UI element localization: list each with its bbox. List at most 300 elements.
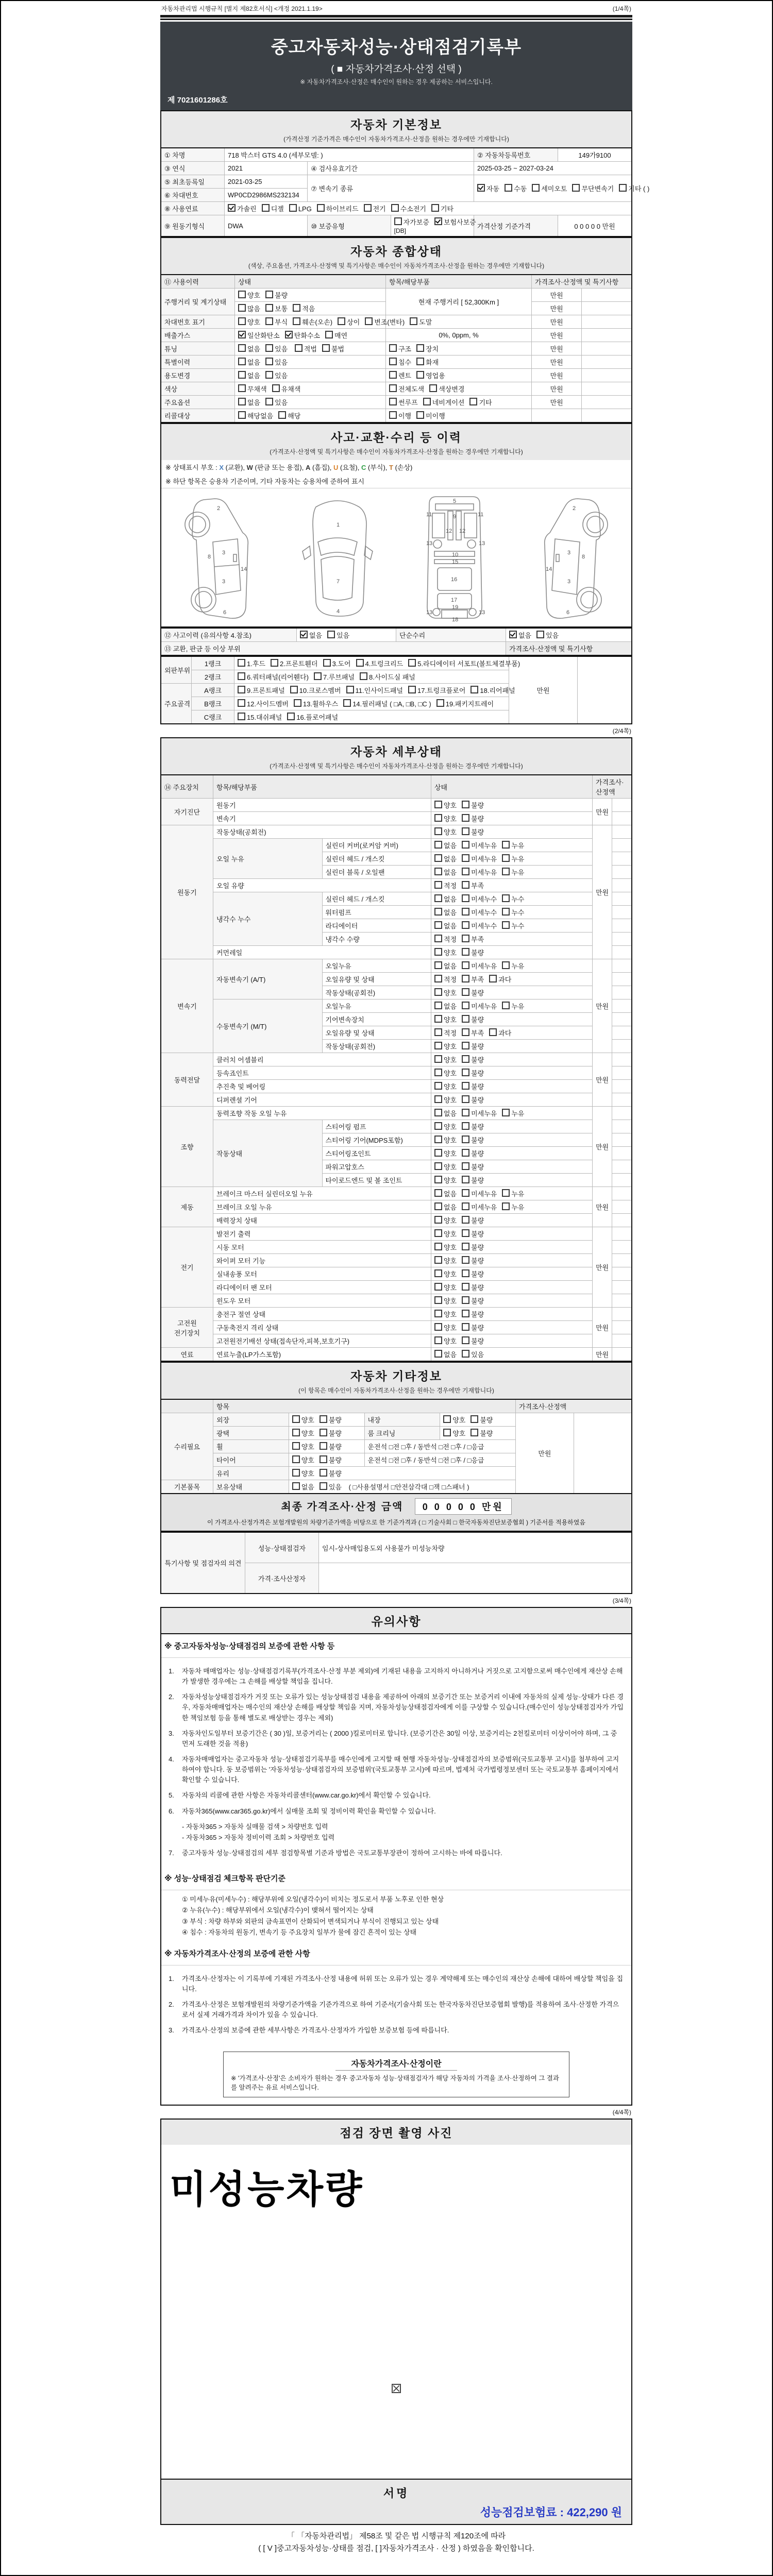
accident-title: 사고·교환·수리 등 이력	[330, 431, 462, 444]
checkbox-상이[interactable]	[338, 317, 345, 325]
checkbox-누유[interactable]	[502, 1189, 510, 1197]
checkbox-label: 불량	[471, 1070, 484, 1077]
checkbox-label: 양호	[301, 1430, 314, 1437]
notice-item	[169, 2025, 624, 2036]
svg-text:17: 17	[451, 597, 458, 603]
checkbox-없음[interactable]	[238, 398, 246, 405]
state-options	[434, 1056, 489, 1064]
checkbox-양호[interactable]	[434, 1323, 442, 1331]
checkbox-적음[interactable]	[293, 304, 300, 312]
checkbox-label: 양호	[444, 1297, 457, 1305]
state-options	[292, 1456, 347, 1464]
notice-number: 2.	[169, 2001, 174, 2009]
checkbox-기타[interactable]	[431, 204, 439, 212]
engine-type-value: DWA	[225, 215, 308, 237]
notice-text: 자동차인도일부터 보증기간은 ( 30 )일, 보증거리는 ( 2000 )킬로미터로 합니다. (보증기간은 30일 이상, 보증거리는 2천킬로미터 이상이어야 하며, 그 중 먼저 도래한 것을 적용)	[182, 1729, 617, 1748]
table-row	[161, 175, 632, 189]
checkbox-불량[interactable]	[462, 1149, 469, 1157]
notice-item	[169, 1666, 624, 1687]
checkbox-있음[interactable]	[462, 1350, 469, 1358]
checkbox-누유[interactable]	[502, 868, 510, 875]
checkbox-양호[interactable]	[434, 1256, 442, 1264]
checkbox-불량[interactable]	[462, 1310, 469, 1317]
subgroup-label: 수동변속기 (M/T)	[213, 999, 323, 1053]
checkbox-8.사이드실 패널[interactable]	[360, 672, 367, 680]
state-cell	[431, 1334, 593, 1348]
checkbox-불량[interactable]	[470, 1429, 478, 1436]
checkbox-부족[interactable]	[462, 881, 469, 889]
checkbox-양호[interactable]	[434, 1162, 442, 1170]
checkbox-불량[interactable]	[462, 1256, 469, 1264]
device-price-cell: 만원	[593, 1348, 612, 1362]
checkbox-불량[interactable]	[462, 1082, 469, 1090]
table-row	[161, 148, 632, 162]
rank-note-cell	[578, 656, 632, 724]
state-cell	[235, 409, 386, 423]
checkbox-자동[interactable]	[477, 184, 485, 192]
checkbox-14.필러패널 ( □A, □B, □C )[interactable]	[343, 699, 351, 707]
checkbox-label: 매연	[334, 332, 348, 340]
checkbox-누수[interactable]	[502, 908, 510, 916]
checkbox-양호[interactable]	[292, 1415, 300, 1423]
checkbox-9.프론트패널[interactable]	[238, 686, 245, 693]
item-label: 연료누출(LP가스포함)	[213, 1348, 431, 1362]
checkbox-없음[interactable]	[434, 868, 442, 875]
checkbox-1.후드[interactable]	[238, 659, 245, 667]
checkbox-불량[interactable]	[462, 1136, 469, 1143]
table-row	[161, 1348, 632, 1362]
checkbox-label: 영업용	[426, 372, 445, 380]
checkbox-미세누유[interactable]	[462, 1189, 469, 1197]
table-row	[161, 329, 632, 342]
checkbox-없음[interactable]	[434, 1109, 442, 1116]
checkbox-불량[interactable]	[462, 801, 469, 808]
checkbox-과다[interactable]	[489, 975, 497, 982]
checkbox-없음[interactable]	[300, 631, 308, 638]
basic-items-cell	[289, 1480, 515, 1494]
notices-list-2	[161, 1890, 631, 1942]
checkbox-기타[interactable]	[469, 398, 477, 405]
checkbox-불량[interactable]	[462, 1336, 469, 1344]
checkbox-부족[interactable]	[462, 1028, 469, 1036]
checkbox-없음[interactable]	[434, 1350, 442, 1358]
checkbox-불량[interactable]	[462, 1229, 469, 1237]
checkbox-없음[interactable]	[292, 1482, 300, 1490]
checkbox-16.플로어패널[interactable]	[287, 713, 295, 720]
overall-col-state: 상태	[235, 275, 386, 289]
checkbox-불량[interactable]	[462, 1055, 469, 1063]
checkbox-렌트[interactable]	[389, 371, 397, 379]
checkbox-2.프론트휀더[interactable]	[271, 659, 278, 667]
checkbox-보통[interactable]	[265, 304, 273, 312]
row-note-cell	[612, 933, 632, 946]
state-cell	[431, 1227, 593, 1241]
checkbox-양호[interactable]	[434, 1336, 442, 1344]
checkbox-양호[interactable]	[292, 1469, 300, 1477]
checkbox-양호[interactable]	[434, 1176, 442, 1183]
checkbox-썬루프[interactable]	[389, 398, 397, 405]
checkbox-미세누수[interactable]	[462, 921, 469, 929]
checkbox-있음[interactable]	[265, 358, 273, 365]
checkbox-불량[interactable]	[462, 1216, 469, 1224]
checkbox-불량[interactable]	[470, 1415, 478, 1423]
item-label: 휠	[213, 1440, 289, 1453]
checkbox-누유[interactable]	[502, 1202, 510, 1210]
overall-title: 자동차 종합상태	[350, 245, 442, 258]
notices-heading-1: ※ 중고자동차성능·상태점검의 보증에 관한 사항 등	[161, 1634, 631, 1658]
checkbox-불량[interactable]	[462, 1176, 469, 1183]
row-note-cell	[612, 1120, 632, 1133]
checkbox-label: 불량	[471, 1043, 484, 1050]
checkbox-부식[interactable]	[265, 317, 273, 325]
state-cell	[431, 1107, 593, 1120]
checkbox-가솔린[interactable]	[228, 204, 236, 212]
checkbox-label: 도말	[419, 318, 432, 326]
checkbox-불량[interactable]	[320, 1429, 327, 1436]
state-options-2	[295, 345, 349, 353]
checkbox-불량[interactable]	[462, 827, 469, 835]
checkbox-없음[interactable]	[434, 1202, 442, 1210]
checkbox-LPG[interactable]	[289, 204, 297, 212]
checkbox-적정[interactable]	[434, 881, 442, 889]
warranty-extra: [DB]	[394, 227, 406, 234]
checkbox-양호[interactable]	[443, 1429, 451, 1436]
checkbox-불량[interactable]	[462, 1296, 469, 1304]
checkbox-불량[interactable]	[320, 1455, 327, 1463]
checkbox-무단변속기[interactable]	[572, 184, 580, 192]
checkbox-label: 누유	[511, 855, 525, 863]
item-label: 실내송풍 모터	[213, 1267, 431, 1281]
checkbox-label: 양호	[301, 1443, 314, 1451]
checkbox-수소전기[interactable]	[391, 204, 399, 212]
checkbox-미세누유[interactable]	[462, 841, 469, 849]
checkbox-양호[interactable]	[238, 291, 246, 298]
checkbox-불량[interactable]	[462, 1042, 469, 1049]
checkbox-label: 불량	[471, 1324, 484, 1332]
checkbox-불량[interactable]	[462, 1162, 469, 1170]
checkbox-누유[interactable]	[502, 841, 510, 849]
part-cell: 0%, 0ppm, %	[386, 329, 532, 342]
item-label: 실린더 커버(로커암 커버)	[322, 839, 431, 852]
svg-text:4: 4	[337, 608, 340, 615]
checkbox-없음[interactable]	[434, 1189, 442, 1197]
checkbox-양호[interactable]	[434, 1243, 442, 1250]
checkbox-부족[interactable]	[462, 975, 469, 982]
checkbox-불량[interactable]	[320, 1469, 327, 1477]
checkbox-있음[interactable]	[320, 1482, 327, 1490]
checkbox-적정[interactable]	[434, 975, 442, 982]
opinion-who-label: 성능·상태점검자	[245, 1532, 319, 1563]
checkbox-색상변경[interactable]	[429, 384, 437, 392]
checkbox-미세누유[interactable]	[462, 1202, 469, 1210]
checkbox-네비게이션[interactable]	[423, 398, 431, 405]
checkbox-누유[interactable]	[502, 961, 510, 969]
checkbox-양호[interactable]	[434, 1136, 442, 1143]
final-price-amount: 0 0 0 0 0 만원	[415, 1498, 512, 1515]
checkbox-미세누유[interactable]	[462, 868, 469, 875]
checkbox-무채색[interactable]	[238, 384, 246, 392]
notices-heading-3: ※ 자동차가격조사·산정의 보증에 관한 사항	[161, 1942, 631, 1965]
row-note-cell	[612, 906, 632, 919]
checkbox-양호[interactable]	[434, 1095, 442, 1103]
checkbox-이행[interactable]	[389, 411, 397, 419]
checkbox-양호[interactable]	[434, 948, 442, 956]
checkbox-19.패키지트레이[interactable]	[436, 699, 444, 707]
checkbox-양호[interactable]	[238, 317, 246, 325]
checkbox-label: 누유	[511, 1003, 525, 1010]
table-row	[161, 202, 632, 215]
checkbox-없음[interactable]	[434, 1002, 442, 1009]
notice-number: 3.	[169, 1729, 174, 1737]
checkbox-부족[interactable]	[462, 935, 469, 942]
checkbox-없음[interactable]	[434, 854, 442, 862]
checkbox-없음[interactable]	[434, 841, 442, 849]
checkbox-양호[interactable]	[292, 1429, 300, 1436]
checkbox-장치[interactable]	[416, 344, 424, 352]
checkbox-변조(변타)[interactable]	[365, 317, 373, 325]
item-label: 보유상태	[213, 1480, 289, 1494]
checkbox-없음[interactable]	[238, 371, 246, 379]
state-cell	[431, 1053, 593, 1066]
checkbox-누수[interactable]	[502, 921, 510, 929]
checkbox-누유[interactable]	[502, 1002, 510, 1009]
checkbox-10.크로스멤버[interactable]	[290, 686, 298, 693]
rank-label: A랭크	[192, 684, 234, 697]
checkbox-매연[interactable]	[325, 331, 333, 338]
checkbox-있음[interactable]	[327, 631, 335, 638]
notice-text: 자동차 매매업자는 성능·상태점검기록부(가격조사·산정 부분 제외)에 기재된 내용을 고지하지 아니하거나 거짓으로 고지함으로써 매수인에게 재산상 손해가 발생한 경우에는 그 손해를 배상할 책임을 집니다.	[182, 1667, 623, 1686]
checkbox-양호[interactable]	[434, 814, 442, 822]
checkbox-양호[interactable]	[443, 1415, 451, 1423]
checkbox-양호[interactable]	[434, 1055, 442, 1063]
checkbox-전기[interactable]	[364, 204, 372, 212]
checkbox-양호[interactable]	[434, 1269, 442, 1277]
checkbox-없음[interactable]	[434, 961, 442, 969]
svg-text:3: 3	[567, 550, 571, 556]
table-row	[161, 825, 632, 839]
checkbox-기타 ( )[interactable]	[619, 184, 627, 192]
checkbox-양호[interactable]	[434, 1149, 442, 1157]
checkbox-해당없음[interactable]	[238, 411, 246, 419]
checkbox-유채색[interactable]	[272, 384, 280, 392]
checkbox-양호[interactable]	[434, 1042, 442, 1049]
accident-history-table	[160, 628, 632, 724]
checkbox-양호[interactable]	[434, 1216, 442, 1224]
svg-text:13: 13	[426, 540, 433, 547]
item-label: 윈도우 모터	[213, 1294, 431, 1308]
checkbox-불량[interactable]	[462, 814, 469, 822]
state-options	[292, 1430, 347, 1437]
checkbox-18.리어패널[interactable]	[470, 686, 478, 693]
table-row	[161, 839, 632, 852]
table-row	[161, 879, 632, 892]
checkbox-적정[interactable]	[434, 935, 442, 942]
detail-col-item: 항목/해당부품	[213, 775, 431, 799]
checkbox-불량[interactable]	[462, 1323, 469, 1331]
checkbox-미이행[interactable]	[416, 411, 424, 419]
checkbox-수동[interactable]	[505, 184, 512, 192]
checkbox-label: 불량	[471, 1150, 484, 1158]
checkbox-17.트렁크플로어[interactable]	[408, 686, 416, 693]
basic-info-table	[160, 147, 650, 237]
checkbox-label: 미세누유	[471, 1204, 497, 1211]
checkbox-불량[interactable]	[462, 1283, 469, 1291]
checkbox-label: 과다	[498, 976, 512, 984]
checkbox-해당[interactable]	[278, 411, 286, 419]
checkbox-label: 양호	[444, 1337, 457, 1345]
checkbox-미세누유[interactable]	[462, 854, 469, 862]
row-note-cell	[612, 1281, 632, 1294]
overall-col-usage: ⑪ 사용이력	[161, 275, 235, 289]
checkbox-보험사보증[interactable]	[434, 217, 442, 225]
checkbox-미세누수[interactable]	[462, 894, 469, 902]
checkbox-없음[interactable]	[238, 344, 246, 352]
final-price-band	[160, 1494, 632, 1532]
svg-text:12: 12	[459, 528, 466, 534]
checkbox-없음[interactable]	[238, 358, 246, 365]
detail-band	[160, 737, 632, 774]
checkbox-누수[interactable]	[502, 894, 510, 902]
checkbox-전체도색[interactable]	[389, 384, 397, 392]
checkbox-13.휠하우스[interactable]	[294, 699, 301, 707]
table-row	[161, 1267, 632, 1281]
state-cell	[289, 1440, 364, 1453]
checkbox-화재[interactable]	[416, 358, 424, 365]
first-reg-label: ⑤ 최초등록일	[161, 175, 225, 189]
checkbox-하이브리드[interactable]	[317, 204, 325, 212]
checkbox-양호[interactable]	[434, 1015, 442, 1023]
checkbox-label: 적정	[444, 936, 457, 943]
svg-text:8: 8	[208, 554, 211, 560]
checkbox-있음[interactable]	[265, 398, 273, 405]
checkbox-불량[interactable]	[462, 1095, 469, 1103]
checkbox-세미오토[interactable]	[532, 184, 540, 192]
checkbox-과다[interactable]	[489, 1028, 497, 1036]
checkbox-양호[interactable]	[434, 827, 442, 835]
checkbox-불량[interactable]	[462, 1069, 469, 1076]
checkbox-label: 불량	[471, 1016, 484, 1024]
row-note-cell	[612, 1241, 632, 1254]
checkbox-5.라디에이터 서포트(볼트체결부품)[interactable]	[408, 659, 416, 667]
checkbox-침수[interactable]	[389, 358, 397, 365]
notices-heading-2: ※ 성능·상태점검 체크항목 판단기준	[161, 1867, 631, 1890]
checkbox-7.루브패널[interactable]	[314, 672, 322, 680]
checkbox-불량[interactable]	[320, 1442, 327, 1450]
checkbox-탄화수소[interactable]	[285, 331, 293, 338]
checkbox-불량[interactable]	[462, 1015, 469, 1023]
checkbox-양호[interactable]	[434, 1310, 442, 1317]
checkbox-적정[interactable]	[434, 1028, 442, 1036]
checkbox-label: 적법	[304, 345, 317, 353]
checkbox-없음[interactable]	[434, 908, 442, 916]
checkbox-미세누유[interactable]	[462, 1109, 469, 1116]
subgroup-label: 자동변속기 (A/T)	[213, 959, 323, 999]
checkbox-label: 양호	[444, 815, 457, 823]
checkbox-label: 부족	[471, 976, 484, 984]
document-number: 제 7021601286호	[167, 96, 228, 105]
checkbox-label: 해당	[288, 412, 301, 420]
checkbox-label: 없음	[444, 922, 457, 930]
checkbox-양호[interactable]	[434, 1296, 442, 1304]
checkbox-양호[interactable]	[434, 1283, 442, 1291]
checkbox-11.인사이드패널[interactable]	[346, 686, 354, 693]
checkbox-양호[interactable]	[434, 801, 442, 808]
table-row	[161, 628, 632, 642]
checkbox-label: 보험사보증	[443, 218, 476, 226]
checkbox-디젤[interactable]	[262, 204, 270, 212]
checkbox-불량[interactable]	[462, 1122, 469, 1130]
checkbox-양호[interactable]	[292, 1455, 300, 1463]
final-price-title: 최종 가격조사·산정 금액	[281, 1501, 404, 1513]
checkbox-양호[interactable]	[292, 1442, 300, 1450]
accident-history-label: ⑫ 사고이력 (유의사항 4.참조)	[161, 628, 297, 642]
state-cell	[431, 946, 593, 959]
row-note-cell	[612, 879, 632, 892]
checkbox-많음[interactable]	[238, 304, 246, 312]
notice-item	[169, 1974, 624, 1994]
checkbox-15.대쉬패널[interactable]	[238, 713, 245, 720]
fuel-options-cell	[225, 202, 632, 215]
checkbox-불량[interactable]	[462, 948, 469, 956]
row-note-cell	[612, 1066, 632, 1080]
checkbox-자가보증[interactable]	[394, 217, 402, 225]
device-label: 원동기	[161, 825, 213, 959]
notice-number: 4.	[169, 1755, 174, 1763]
checkbox-불법[interactable]	[322, 344, 330, 352]
checkbox-적법[interactable]	[295, 344, 303, 352]
checkbox-있음[interactable]	[536, 631, 544, 638]
checkbox-양호[interactable]	[434, 1229, 442, 1237]
checkbox-양호[interactable]	[434, 1069, 442, 1076]
checkbox-불량[interactable]	[462, 1269, 469, 1277]
state-options	[292, 1470, 347, 1478]
checkbox-label: 양호	[444, 1043, 457, 1050]
checkbox-없음[interactable]	[434, 921, 442, 929]
checkbox-12.사이드멤버[interactable]	[238, 699, 245, 707]
checkbox-구조[interactable]	[389, 344, 397, 352]
checkbox-양호[interactable]	[434, 1122, 442, 1130]
checkbox-있음[interactable]	[265, 371, 273, 379]
table-row	[161, 1321, 632, 1334]
checkbox-불량[interactable]	[265, 291, 273, 298]
checkbox-미세누유[interactable]	[462, 1002, 469, 1009]
checkbox-양호[interactable]	[434, 1082, 442, 1090]
checkbox-미세누수[interactable]	[462, 908, 469, 916]
checkbox-미세누유[interactable]	[462, 961, 469, 969]
notice-number: 7.	[169, 1849, 174, 1857]
checkbox-불량[interactable]	[462, 1243, 469, 1250]
checkbox-일산화탄소[interactable]	[238, 331, 246, 338]
checkbox-양호[interactable]	[434, 988, 442, 996]
checkbox-불량[interactable]	[462, 988, 469, 996]
checkbox-label: 없음	[444, 1190, 457, 1198]
checkbox-훼손(오손)[interactable]	[293, 317, 300, 325]
checkbox-6.쿼터패널(리어휀다)[interactable]	[238, 672, 245, 680]
checkbox-label: 불법	[331, 345, 345, 353]
checkbox-누유[interactable]	[502, 854, 510, 862]
checkbox-누유[interactable]	[502, 1109, 510, 1116]
checkbox-도말[interactable]	[410, 317, 417, 325]
checkbox-없음[interactable]	[509, 631, 517, 638]
checkbox-4.트렁크리드[interactable]	[356, 659, 364, 667]
checkbox-불량[interactable]	[320, 1415, 327, 1423]
checkbox-없음[interactable]	[434, 894, 442, 902]
state-options	[434, 949, 489, 957]
checkbox-영업용[interactable]	[416, 371, 424, 379]
checkbox-있음[interactable]	[265, 344, 273, 352]
checkbox-3.도어[interactable]	[323, 659, 331, 667]
checkbox-label: 이행	[398, 412, 412, 420]
